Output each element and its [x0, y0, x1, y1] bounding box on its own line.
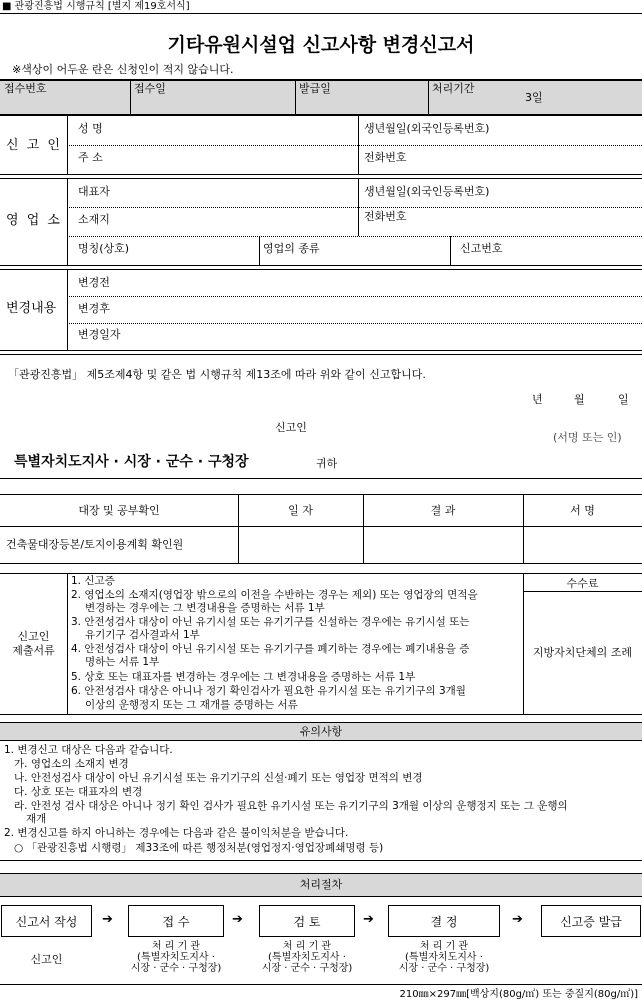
- processing-period-label: 처리기간: [432, 82, 475, 95]
- fee-value: 지방자치단체의 조례: [532, 646, 633, 659]
- step-decision: 결 정: [388, 905, 500, 937]
- applicant-address-label: 주 소: [78, 151, 103, 164]
- business-rep-label: 대표자: [78, 185, 110, 198]
- arrow-1-icon: ➔: [102, 912, 113, 927]
- notes-title: 유의사항: [299, 725, 343, 738]
- change-date-label: 변경일자: [78, 328, 121, 341]
- reporter-label: 신고인: [275, 421, 307, 434]
- date-month: 월: [574, 393, 585, 406]
- note-line-8: ○ 「관광진흥법 시행령」 제33조에 따른 행정처분(영업정지·영업장폐쇄명령 등): [14, 842, 384, 854]
- step-receipt: 접 수: [128, 905, 224, 937]
- applicant-section-label: 신 고 인: [6, 138, 62, 153]
- documents-label-2: 제출서류: [12, 644, 55, 657]
- doc-item-4-cont: 명하는 서류 1부: [85, 656, 160, 668]
- change-section-label: 변경내용: [6, 301, 57, 316]
- note-line-2: 가. 영업소의 소재지 변경: [14, 758, 129, 770]
- documents-label-1: 신고인: [17, 630, 50, 643]
- procedure-title: 처리절차: [299, 878, 343, 891]
- trade-name-label: 명칭(상호): [78, 242, 130, 255]
- doc-item-5: 5. 상호 또는 대표자를 변경하는 경우에는 그 변경내용을 증명하는 서류 1부: [71, 671, 416, 683]
- paper-spec: 210㎜×297㎜[백상지(80g/㎡) 또는 중질지(80g/㎡)]: [399, 989, 638, 1000]
- business-birth-label: 생년월일(외국인등록번호): [364, 185, 490, 198]
- form-header: ■ 관광진흥법 시행규칙 [별지 제19호서식]: [2, 1, 190, 12]
- addressee: 특별자치도지사 · 시장 · 군수 · 구청장: [14, 454, 249, 470]
- receipt-number-label: 접수번호: [4, 82, 47, 95]
- step-write-form: 신고서 작성: [1, 905, 92, 937]
- date-year: 년: [532, 393, 543, 406]
- actor-reporter: 신고인: [30, 953, 63, 966]
- doc-item-3: 3. 안전성검사 대상이 아닌 유기시설 또는 유기기구를 신설하는 경우에는 유기시설 또는: [71, 616, 470, 628]
- actor-agency-2: 처 리 기 관 (특별자치도지사 · 시장 · 군수 · 구청장): [261, 941, 353, 974]
- issue-date-label: 발급일: [299, 82, 331, 95]
- form-title: 기타유원시설업 신고사항 변경신고서: [167, 34, 475, 56]
- doc-item-2-cont: 변경하는 경우에는 그 변경내용을 증명하는 서류 1부: [85, 602, 325, 614]
- note-line-4: 다. 상호 또는 대표자의 변경: [14, 786, 143, 798]
- note-line-1: 1. 변경신고 대상은 다음과 같습니다.: [4, 744, 173, 756]
- note-line-5: 라. 안전성 검사 대상은 아니나 정기 확인 검사가 필요한 유기시설 또는 유기기구의 3개월 이상의 운행정지 또는 그 운행의: [14, 800, 568, 812]
- change-before-label: 변경전: [78, 276, 110, 289]
- doc-item-6: 6. 안전성검사 대상은 아니나 정기 확인검사가 필요한 유기시설 또는 유기기구의 3개월: [71, 685, 466, 697]
- verify-header-record: 대장 및 공부확인: [78, 504, 160, 517]
- header-divider: [0, 13, 642, 14]
- doc-item-6-cont: 이상의 운행정지 또는 그 재개를 증명하는 서류: [85, 699, 298, 711]
- step-review: 검 토: [259, 905, 355, 937]
- date-day: 일: [618, 393, 629, 406]
- applicant-phone-label: 전화번호: [364, 151, 407, 164]
- business-phone-label: 전화번호: [364, 210, 407, 223]
- signature-label: (서명 또는 인): [553, 431, 622, 444]
- verify-header-signature: 서 명: [570, 504, 595, 517]
- applicant-name-label: 성 명: [78, 122, 103, 135]
- arrow-2-icon: ➔: [232, 912, 243, 927]
- business-section-label: 영 업 소: [6, 213, 62, 228]
- actor-agency-3: 처 리 기 관 (특별자치도지사 · 시장 · 군수 · 구청장): [398, 941, 490, 974]
- doc-item-3-cont: 유기기구 검사결과서 1부: [85, 629, 200, 641]
- verify-header-result: 결 과: [430, 504, 456, 517]
- verify-row-label: 건축물대장등본/토지이용계획 확인원: [6, 538, 184, 551]
- addressee-suffix: 귀하: [316, 457, 338, 470]
- note-line-7: 2. 변경신고를 하지 아니하는 경우에는 다음과 같은 불이익처분을 받습니다.: [4, 827, 349, 839]
- applicant-birth-label: 생년월일(외국인등록번호): [364, 122, 490, 135]
- processing-period-value: 3일: [525, 91, 543, 104]
- business-type-label: 영업의 종류: [263, 242, 320, 255]
- arrow-3-icon: ➔: [363, 912, 374, 927]
- doc-item-4: 4. 안전성검사 대상이 아닌 유기시설 또는 유기기구를 폐기하는 경우에는 폐기내용을 증: [71, 643, 470, 655]
- doc-item-2: 2. 영업소의 소재지(영업장 밖으로의 이전을 수반하는 경우는 제외) 또는 영업장의 면적을: [71, 589, 478, 601]
- notice-text: ※색상이 어두운 란은 신청인이 적지 않습니다.: [12, 63, 234, 76]
- verify-header-date: 일 자: [288, 504, 313, 517]
- fee-label: 수수료: [566, 577, 599, 590]
- business-location-label: 소재지: [78, 213, 110, 226]
- step-issue-certificate: 신고증 발급: [541, 905, 641, 937]
- report-number-label: 신고번호: [460, 242, 503, 255]
- note-line-6: 재개: [26, 813, 47, 825]
- doc-item-1: 1. 신고증: [71, 575, 115, 587]
- note-line-3: 나. 안전성검사 대상이 아닌 유기시설 또는 유기기구의 신설·폐기 또는 영업장 면적의 변경: [14, 772, 423, 784]
- arrow-4-icon: ➔: [512, 912, 523, 927]
- actor-agency-1: 처 리 기 관 (특별자치도지사 · 시장 · 군수 · 구청장): [130, 941, 222, 974]
- receipt-date-label: 접수일: [134, 82, 166, 95]
- change-after-label: 변경후: [78, 302, 110, 315]
- declaration-text: 「관광진흥법」 제5조제4항 및 같은 법 시행규칙 제13조에 따라 위와 같이 신고합니다.: [8, 368, 426, 381]
